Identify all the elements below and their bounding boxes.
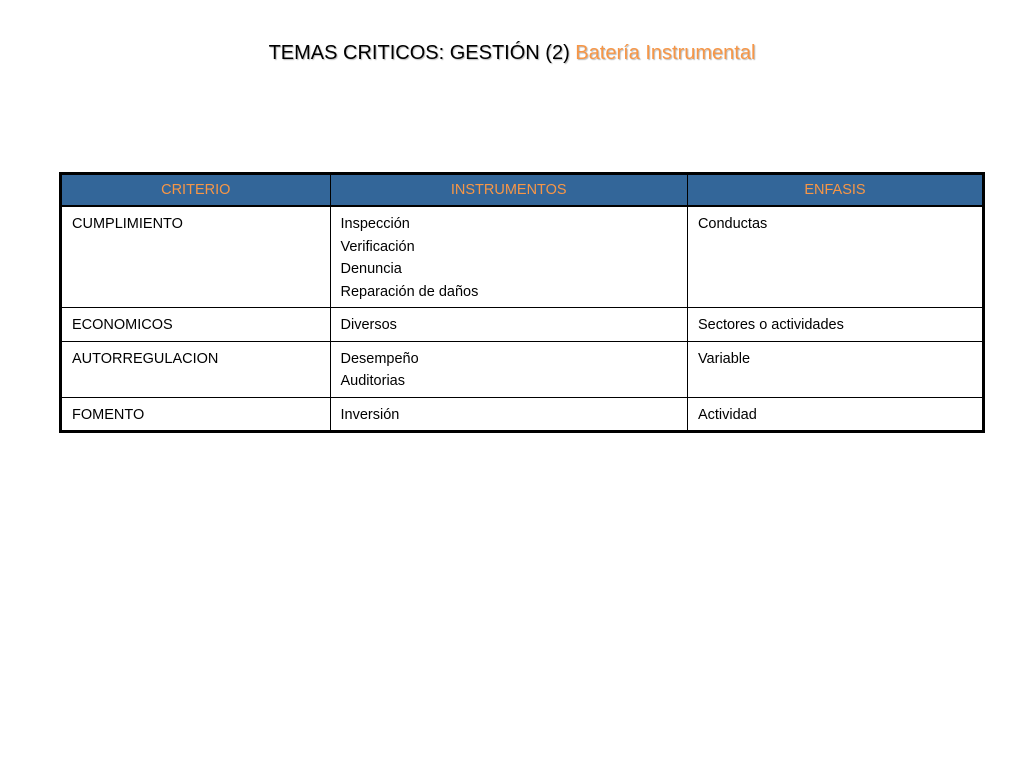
instrumento-item: Diversos (340, 317, 397, 333)
cell-instrumentos (330, 206, 687, 308)
cell-criterio: CUMPLIMIENTO (61, 206, 331, 308)
criteria-table (59, 172, 985, 433)
table-row (61, 341, 984, 397)
cell-instrumentos (330, 341, 687, 397)
criteria-table-container (59, 172, 985, 433)
cell-enfasis: Actividad (687, 397, 983, 432)
header-enfasis: ENFASIS (687, 174, 983, 207)
cell-enfasis: Sectores o actividades (687, 308, 983, 342)
instrumento-item: Reparación de daños (340, 283, 479, 300)
cell-criterio: AUTORREGULACION (61, 341, 331, 397)
instrumento-item: Auditorias (340, 373, 405, 389)
instrumento-item: Inversión (340, 406, 400, 423)
instrumento-item: Desempeño (340, 350, 419, 367)
cell-enfasis: Conductas (687, 206, 983, 308)
instrumento-item: Denuncia (340, 261, 402, 277)
title-main: TEMAS CRITICOS: GESTIÓN (2) (268, 42, 570, 64)
slide-title (0, 40, 1024, 66)
instrumento-item: Verificación (340, 238, 415, 255)
instrumento-item: Inspección (340, 216, 410, 232)
title-accent: Batería Instrumental (575, 42, 756, 64)
cell-instrumentos (330, 308, 687, 342)
table-header-row (61, 174, 984, 207)
cell-criterio: FOMENTO (61, 397, 331, 432)
cell-instrumentos (330, 397, 687, 432)
header-instrumentos: INSTRUMENTOS (330, 174, 687, 207)
header-criterio: CRITERIO (61, 174, 331, 207)
table-row (61, 308, 984, 342)
cell-criterio: ECONOMICOS (61, 308, 331, 342)
cell-enfasis: Variable (687, 341, 983, 397)
table-row (61, 206, 984, 308)
table-row (61, 397, 984, 432)
